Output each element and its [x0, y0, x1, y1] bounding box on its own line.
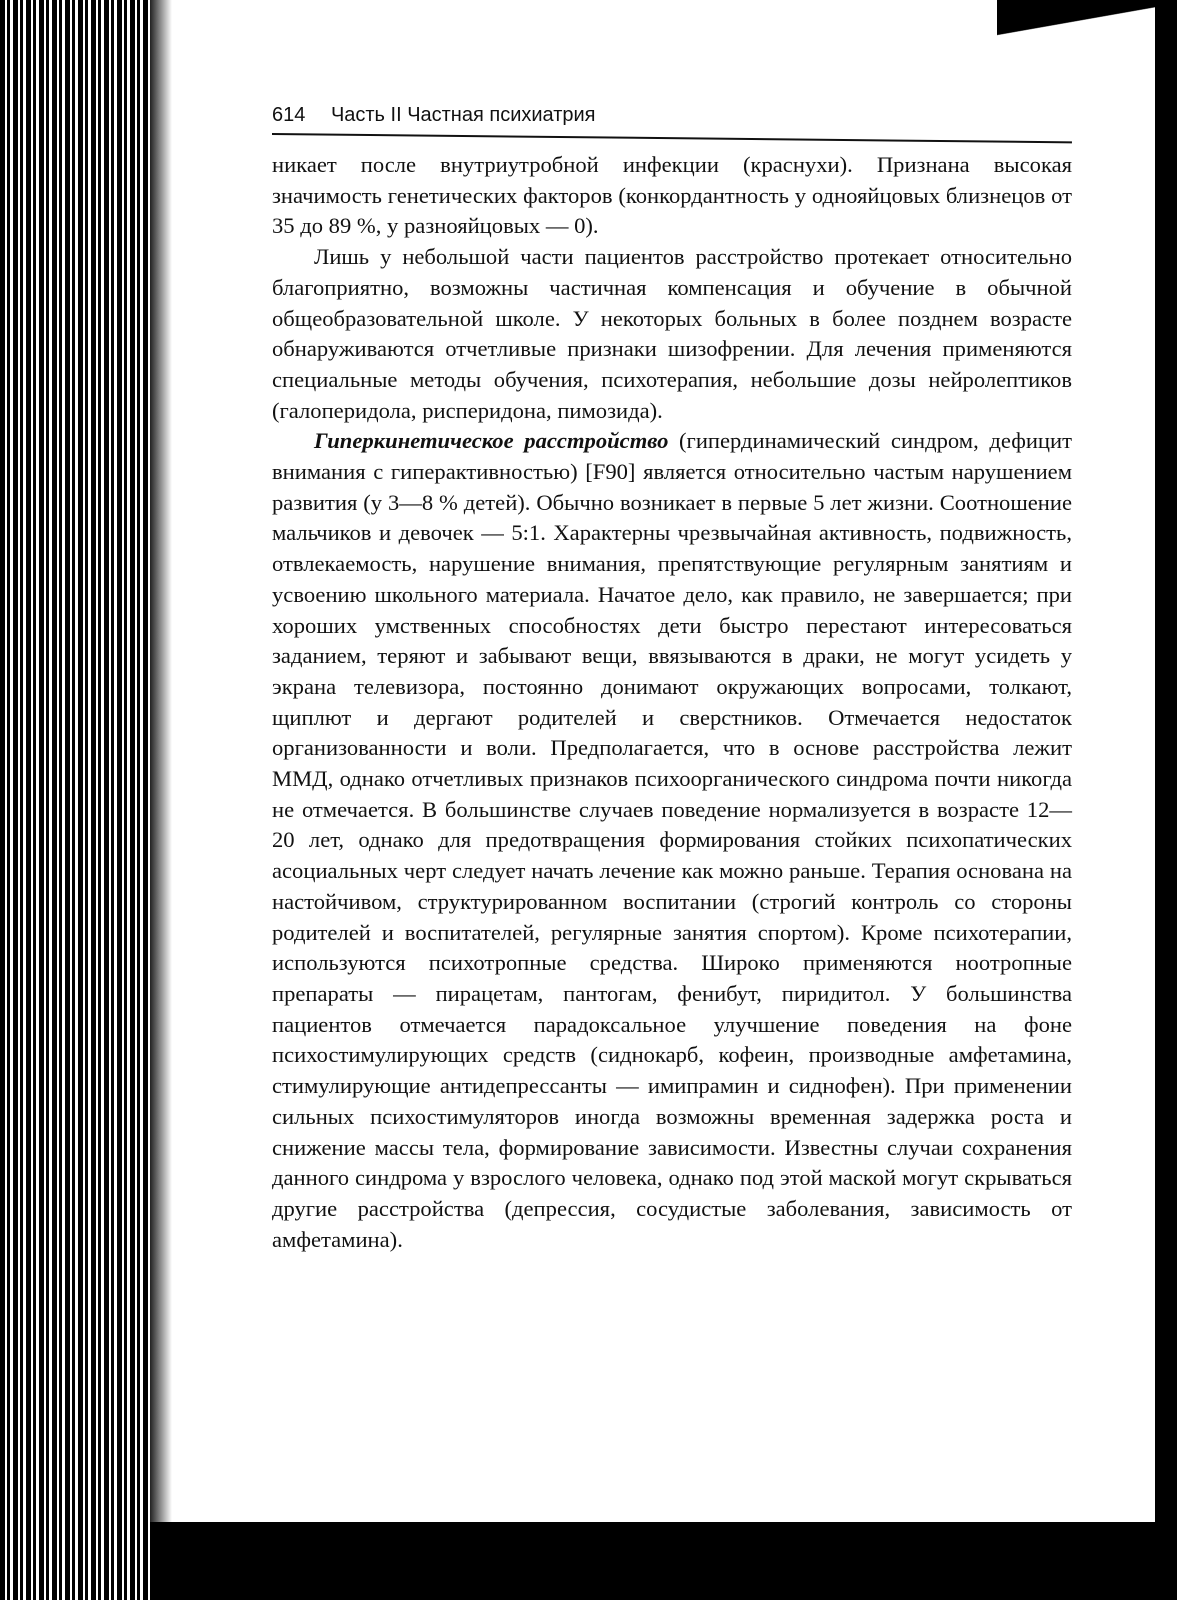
- scan-top-corner: [997, 0, 1177, 55]
- running-title: Часть II Частная психиатрия: [330, 104, 596, 126]
- paragraph-1: никает после внутриутробной инфекции (краснухи). Признана высокая значимость генетических факторов (конкордантность у однояйцовых близнецов от 35 до 89 %, у разнояйцовых — 0).: [272, 152, 1072, 239]
- paragraph-2: Лишь у небольшой части пациентов расстройство протекает относительно благоприятно, возможны частичная компенсация и обучение в обычной общеобразовательной школе. У некоторых больных в более позднем возрасте обнаруживаются отчетливые признаки шизофрении. Для лечения применяются специальные методы обучения, психотерапия, небольшие дозы нейролептиков (галоперидола, рисперидона, пимозида).: [272, 244, 1072, 423]
- scan-right-border: [1155, 0, 1177, 1600]
- scan-bottom-border: [150, 1522, 1177, 1600]
- paragraph-3-text: (гипердинамический синдром, дефицит внимания с гиперактивностью) [F90] является относительно частым нарушением развития (у 3—8 % детей). Обычно возникает в первые 5 лет жизни. Соотношение мальчиков и девочек — 5:1. Характерны чрезвычайная активность, подвижность, отвлекаемость, нарушение внимания, препятствующие регулярным занятиям и усвоению школьного материала. Начатое дело, как правило, не завершается; при хороших умственных способностях дети быстро перестают интересоваться заданием, теряют и забывают вещи, ввязываются в драки, не могут усидеть у экрана телевизора, постоянно донимают окружающих вопросами, толкают, щиплют и дергают родителей и сверстников. Отмечается недостаток организованности и воли. Предполагается, что в основе расстройства лежит ММД, однако отчетливых признаков психоорганического синдрома почти никогда не отмечается. В большинстве случаев поведение нормализуется в возрасте 12—20 лет, однако для предотвращения формирования стойких психопатических асоциальных черт следует начать лечение как можно раньше. Терапия основана на настойчивом, структурированном воспитании (строгий контроль со стороны родителей и воспитателей, регулярные занятия спортом). Кроме психотерапии, используются психотропные средства. Широко применяются ноотропные препараты — пирацетам, пантогам, фенибут, пиридитол. У большинства пациентов отмечается парадоксальное улучшение поведения на фоне психостимулирующих средств (сиднокарб, кофеин, производные амфетамина, стимулирующие антидепрессанты — имипрамин и сиднофен). При применении сильных психостимуляторов иногда возможны временная задержка роста и снижение массы тела, формирование зависимости. Известны случаи сохранения данного синдрома у взрослого человека, однако под этой маской могут скрываться другие расстройства (депрессия, сосудистые заболевания, зависимость от амфетамина).: [272, 428, 1072, 1252]
- page-binding-shadow: [150, 0, 172, 1600]
- page-number: 614: [272, 104, 306, 126]
- paragraph-3: [272, 426, 1072, 1255]
- page-binding-edge: [0, 0, 165, 1600]
- body-text: [272, 150, 1072, 1255]
- term-hyperkinetic-disorder: Гиперкинетическое расстройство: [314, 428, 669, 454]
- running-header: [272, 104, 1072, 138]
